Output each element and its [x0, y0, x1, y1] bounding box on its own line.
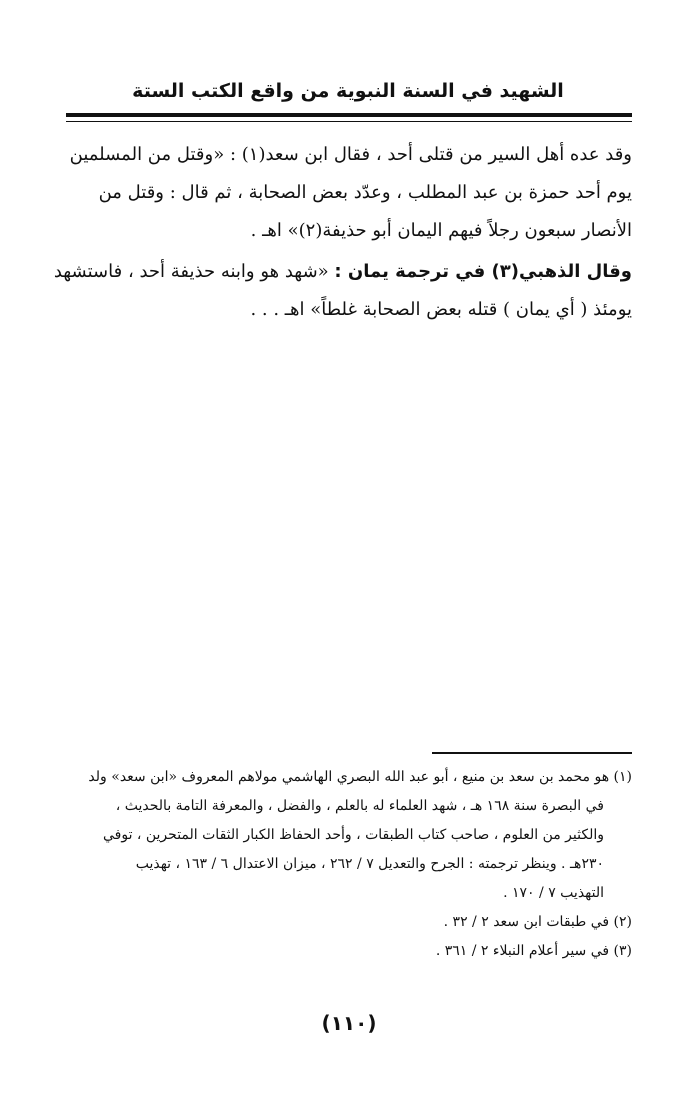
footnote-1-line-4: ٢٣٠هـ . وينظر ترجمته : الجرح والتعديل ٧ / ٢٦٢ ، ميزان الاعتدال ٦ / ١٦٣ ، تهذيب: [135, 856, 604, 872]
paragraph-2-lead: وقال الذهبي(٣) في ترجمة يمان :: [334, 261, 632, 282]
page-number: (١١٠): [321, 1011, 377, 1035]
footnote-1-line-2: في البصرة سنة ١٦٨ هـ ، شهد العلماء له بالعلم ، والفضل ، والمعرفة التامة بالحديث ،: [115, 798, 604, 814]
body-paragraph-2: [53, 253, 632, 329]
footnote-1-line-5: التهذيب ٧ / ١٧٠ .: [503, 885, 604, 901]
paragraph-1-line-2: يوم أحد حمزة بن عبد المطلب ، وعدّد بعض الصحابة ، ثم قال : وقتل من: [98, 182, 632, 203]
paragraph-1-line-1: وقد عده أهل السير من قتلى أحد ، فقال ابن سعد(١) : «وقتل من المسلمين: [69, 144, 632, 165]
footnote-separator: [432, 752, 632, 754]
footnote-3: (٣) في سير أعلام النبلاء ٢ / ٣٦١ .: [435, 943, 632, 959]
header-rule-thick: [66, 113, 632, 117]
paragraph-2-line-1: [53, 253, 632, 291]
footnote-2: (٢) في طبقات ابن سعد ٢ / ٣٢ .: [443, 914, 632, 930]
header-rule-thin: [66, 121, 632, 122]
paragraph-1-line-3: الأنصار سبعون رجلاً فيهم اليمان أبو حذيفة(٢)» اهـ .: [250, 220, 632, 241]
footnote-1-line-3: والكثير من العلوم ، صاحب كتاب الطبقات ، وأحد الحفاظ الكبار الثقات المتحرين ، توفي: [102, 827, 604, 843]
body-paragraph-1: [64, 136, 632, 250]
paragraph-2-line-2: يومئذ ( أي يمان ) قتله بعض الصحابة غلطاً» اهـ . . .: [250, 299, 632, 320]
footnotes: [64, 763, 632, 966]
paragraph-2-quote-start: «شهد هو وابنه حذيفة أحد ، فاستشهد: [53, 261, 335, 282]
running-header: الشهيد في السنة النبوية من واقع الكتب الستة: [132, 80, 564, 102]
footnote-1-line-1: (١) هو محمد بن سعد بن منيع ، أبو عبد الله البصري الهاشمي مولاهم المعروف «ابن سعد» ولد: [88, 769, 632, 785]
